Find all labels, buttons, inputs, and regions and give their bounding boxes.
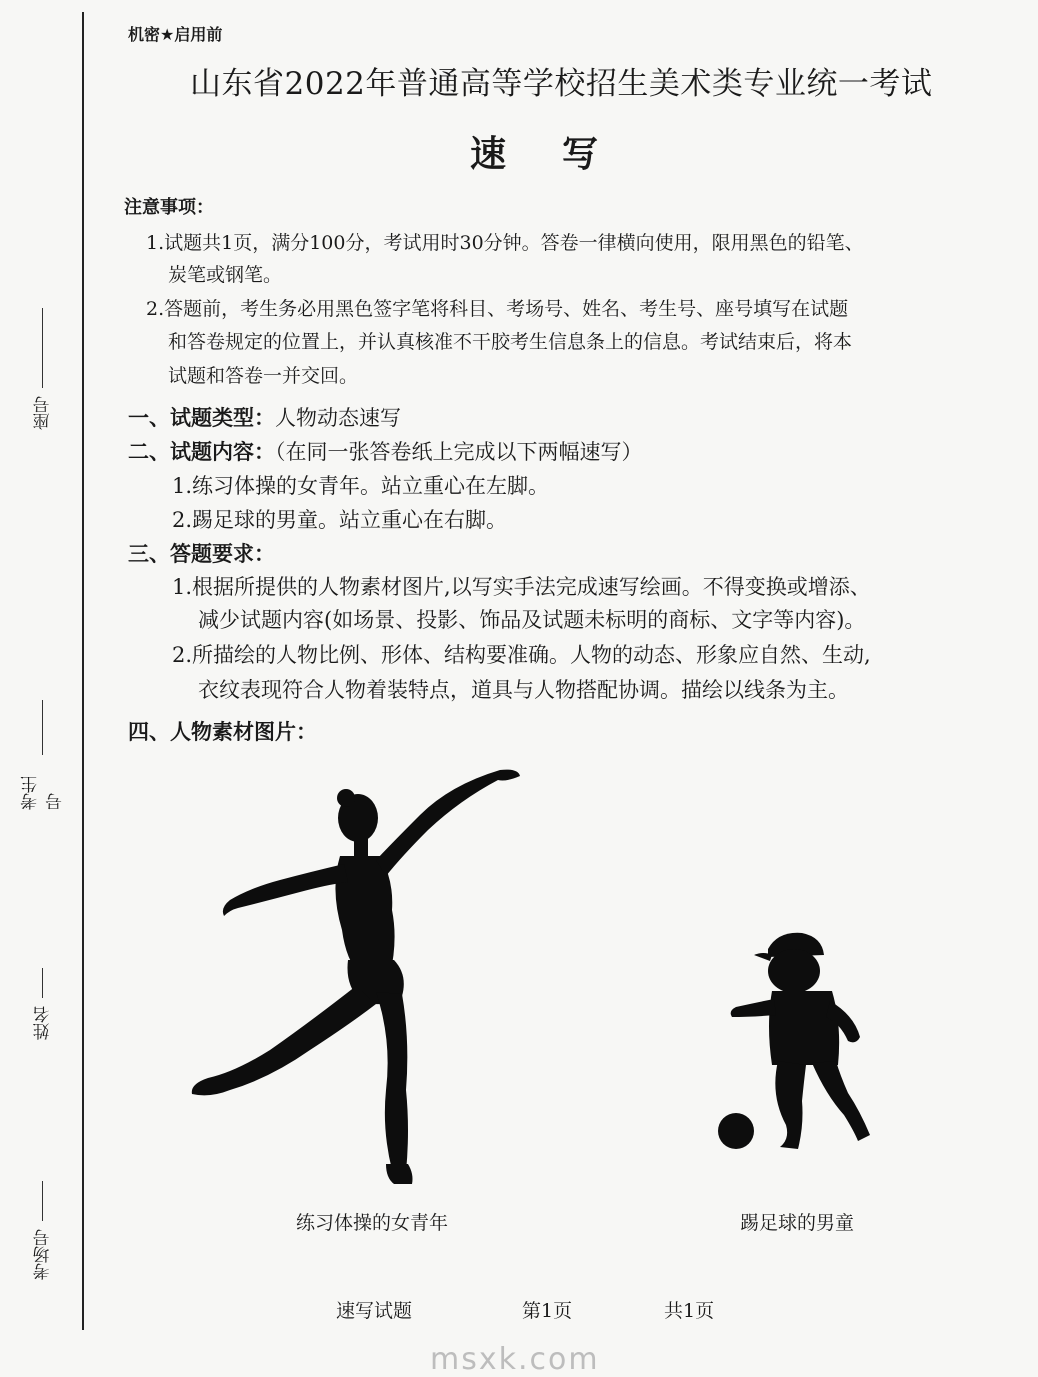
note-line-3: 2.答题前，考生务必用黑色签字笔将科目、考场号、姓名、考生号、座号填写在试题: [146, 298, 849, 320]
exam-number-field: [21, 700, 66, 810]
section-4-label: 四、人物素材图片：: [128, 720, 317, 744]
note-line-5: 试题和答卷一并交回。: [168, 365, 359, 387]
notes-heading: 注意事项：: [124, 197, 214, 218]
exam-title: 山东省2022年普通高等学校招生美术类专业统一考试: [190, 66, 933, 102]
footer-total-pages: 共1页: [664, 1300, 715, 1322]
footer-page-number: 第1页: [522, 1300, 573, 1322]
gymnast-silhouette: [180, 760, 530, 1190]
note-line-4: 和答卷规定的位置上，并认真核准不干胶考生信息条上的信息。考试结束后，将本: [168, 331, 853, 353]
boy-silhouette: [708, 925, 888, 1165]
exam-number-label: 考生号: [21, 776, 66, 810]
gymnast-caption: 练习体操的女青年: [296, 1212, 449, 1234]
watermark: msxk.com: [430, 1342, 600, 1377]
section-2-item-1: 1.练习体操的女青年。站立重心在左脚。: [172, 474, 550, 498]
section-3-item-3: 2.所描绘的人物比例、形体、结构要准确。人物的动态、形象应自然、生动,: [172, 643, 871, 667]
section-2-value: （在同一张答卷纸上完成以下两幅速写）: [275, 440, 643, 464]
section-3-item-4: 衣纹表现符合人物着装特点，道具与人物搭配协调。描绘以线条为主。: [198, 678, 849, 702]
subject-title: 速写: [470, 134, 655, 175]
note-line-1: 1.试题共1页，满分100分，考试用时30分钟。答卷一律横向使用，限用黑色的铅笔、: [146, 232, 864, 254]
section-3-item-2: 减少试题内容(如场景、投影、饰品及试题未标明的商标、文字等内容)。: [198, 608, 866, 632]
section-2-item-2: 2.踢足球的男童。站立重心在右脚。: [172, 508, 508, 532]
section-1: [128, 402, 401, 432]
seat-label: 座号: [33, 396, 54, 430]
section-2: [128, 436, 643, 466]
exam-room-field: [26, 1180, 60, 1280]
confidential-mark: 机密★启用前: [128, 25, 223, 44]
section-2-label: 二、试题内容：: [128, 440, 275, 464]
boy-caption: 踢足球的男童: [740, 1212, 855, 1234]
section-1-label: 一、试题类型：: [128, 406, 275, 430]
seat-field: [26, 300, 60, 430]
section-3-item-1: 1.根据所提供的人物素材图片,以写实手法完成速写绘画。不得变换或增添、: [172, 575, 871, 599]
name-label: 姓名: [33, 1006, 54, 1040]
section-3-label: 三、答题要求：: [128, 542, 275, 566]
section-1-value: 人物动态速写: [275, 406, 401, 430]
footer-subject: 速写试题: [336, 1300, 413, 1322]
name-field: [26, 960, 60, 1040]
note-line-2: 炭笔或钢笔。: [168, 264, 283, 286]
exam-room-label: 考场号: [33, 1229, 54, 1280]
binding-line: [82, 12, 84, 1330]
